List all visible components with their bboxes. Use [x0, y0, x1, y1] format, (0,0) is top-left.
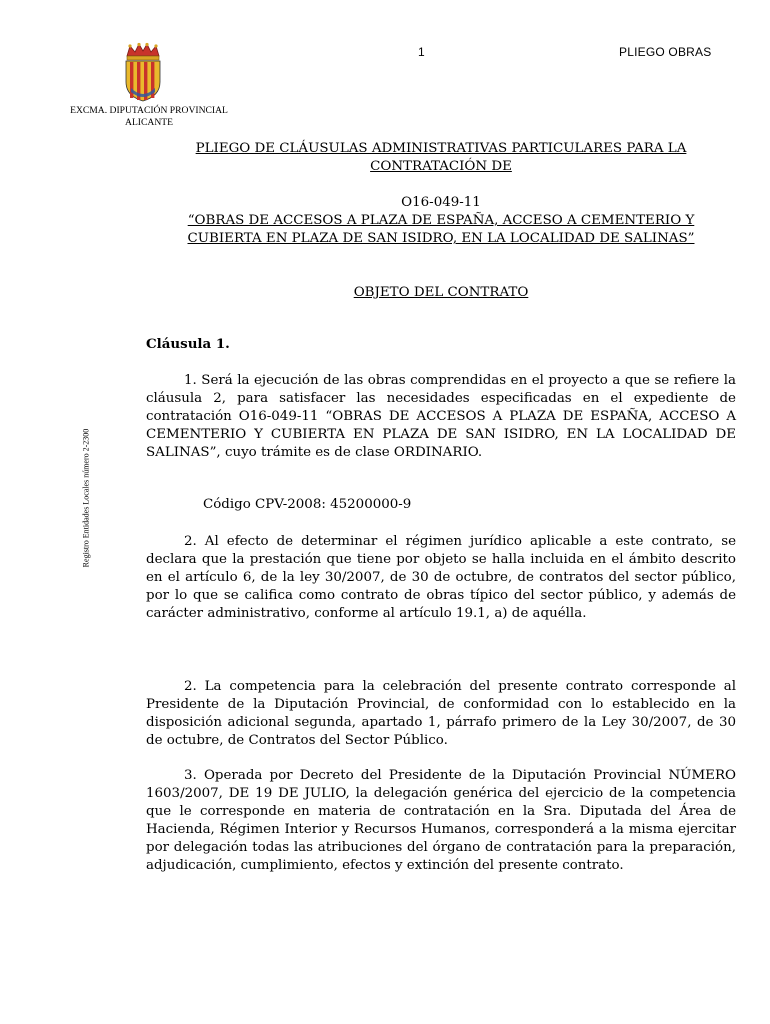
project-title	[146, 194, 736, 248]
project-line-1: “OBRAS DE ACCESOS A PLAZA DE ESPAÑA, ACCESO A CEMENTERIO Y	[187, 213, 695, 228]
page-number: 1	[418, 45, 425, 59]
org-line-2: ALICANTE	[125, 117, 173, 128]
document-label: PLIEGO OBRAS	[619, 45, 712, 59]
title-line-2: CONTRATACIÓN DE	[370, 159, 512, 174]
paragraph-4: 3. Operada por Decreto del Presidente de la Diputación Provincial NÚMERO 1603/2007, DE 19 DE JULIO, la delegación genérica del ejercicio de la competencia que le corresponde en materia de contratación en la Sra. Diputada del Área de Hacienda, Régimen Interior y Recursos Humanos, corresponderá a la misma ejercitar por delegación todas las atribuciones del órgano de contratación para la preparación, adjudicación, cumplimiento, efectos y extinción del presente contrato.	[146, 768, 736, 873]
section-heading: OBJETO DEL CONTRATO	[353, 285, 529, 300]
registry-side-note: Registro Entidades Locales número 2-2300	[81, 428, 91, 568]
cpv-code: Código CPV-2008: 45200000-9	[203, 497, 412, 512]
paragraph-2: 2. Al efecto de determinar el régimen jurídico aplicable a este contrato, se declara que la prestación que tiene por objeto se halla incluida en el ámbito descrito en el artículo 6, de la ley 30/2007, de 30 de octubre, de contratos del sector público, por lo que se califica como contrato de obras típico del sector público, y además de carácter administrativo, conforme al artículo 19.1, a) de aquélla.	[146, 534, 736, 621]
clause-title: Cláusula 1.	[146, 336, 230, 352]
org-line-1: EXCMA. DIPUTACIÓN PROVINCIAL	[70, 105, 228, 116]
paragraph-1: 1. Será la ejecución de las obras comprendidas en el proyecto a que se refiere la cláusula 2, para satisfacer las necesidades especificadas en el expediente de contratación O16-049-11 “OBRAS DE ACCESOS A PLAZA DE ESPAÑA, ACCESO A CEMENTERIO Y CUBIERTA EN PLAZA DE SAN ISIDRO, EN LA LOCALIDAD DE SALINAS”, cuyo trámite es de clase ORDINARIO.	[146, 373, 736, 460]
project-code: O16-049-11	[401, 195, 481, 210]
paragraph-3: 2. La competencia para la celebración del presente contrato corresponde al Presidente de la Diputación Provincial, de conformidad con lo establecido en la disposición adicional segunda, apartado 1, párrafo primero de la Ley 30/2007, de 30 de octubre, de Contratos del Sector Público.	[146, 679, 736, 748]
document-title	[146, 140, 736, 176]
title-line-1: PLIEGO DE CLÁUSULAS ADMINISTRATIVAS PARTICULARES PARA LA	[195, 141, 687, 156]
project-line-2: CUBIERTA EN PLAZA DE SAN ISIDRO, EN LA LOCALIDAD DE SALINAS”	[187, 231, 695, 246]
coat-of-arms-icon	[121, 42, 165, 102]
organization-name	[54, 105, 244, 129]
